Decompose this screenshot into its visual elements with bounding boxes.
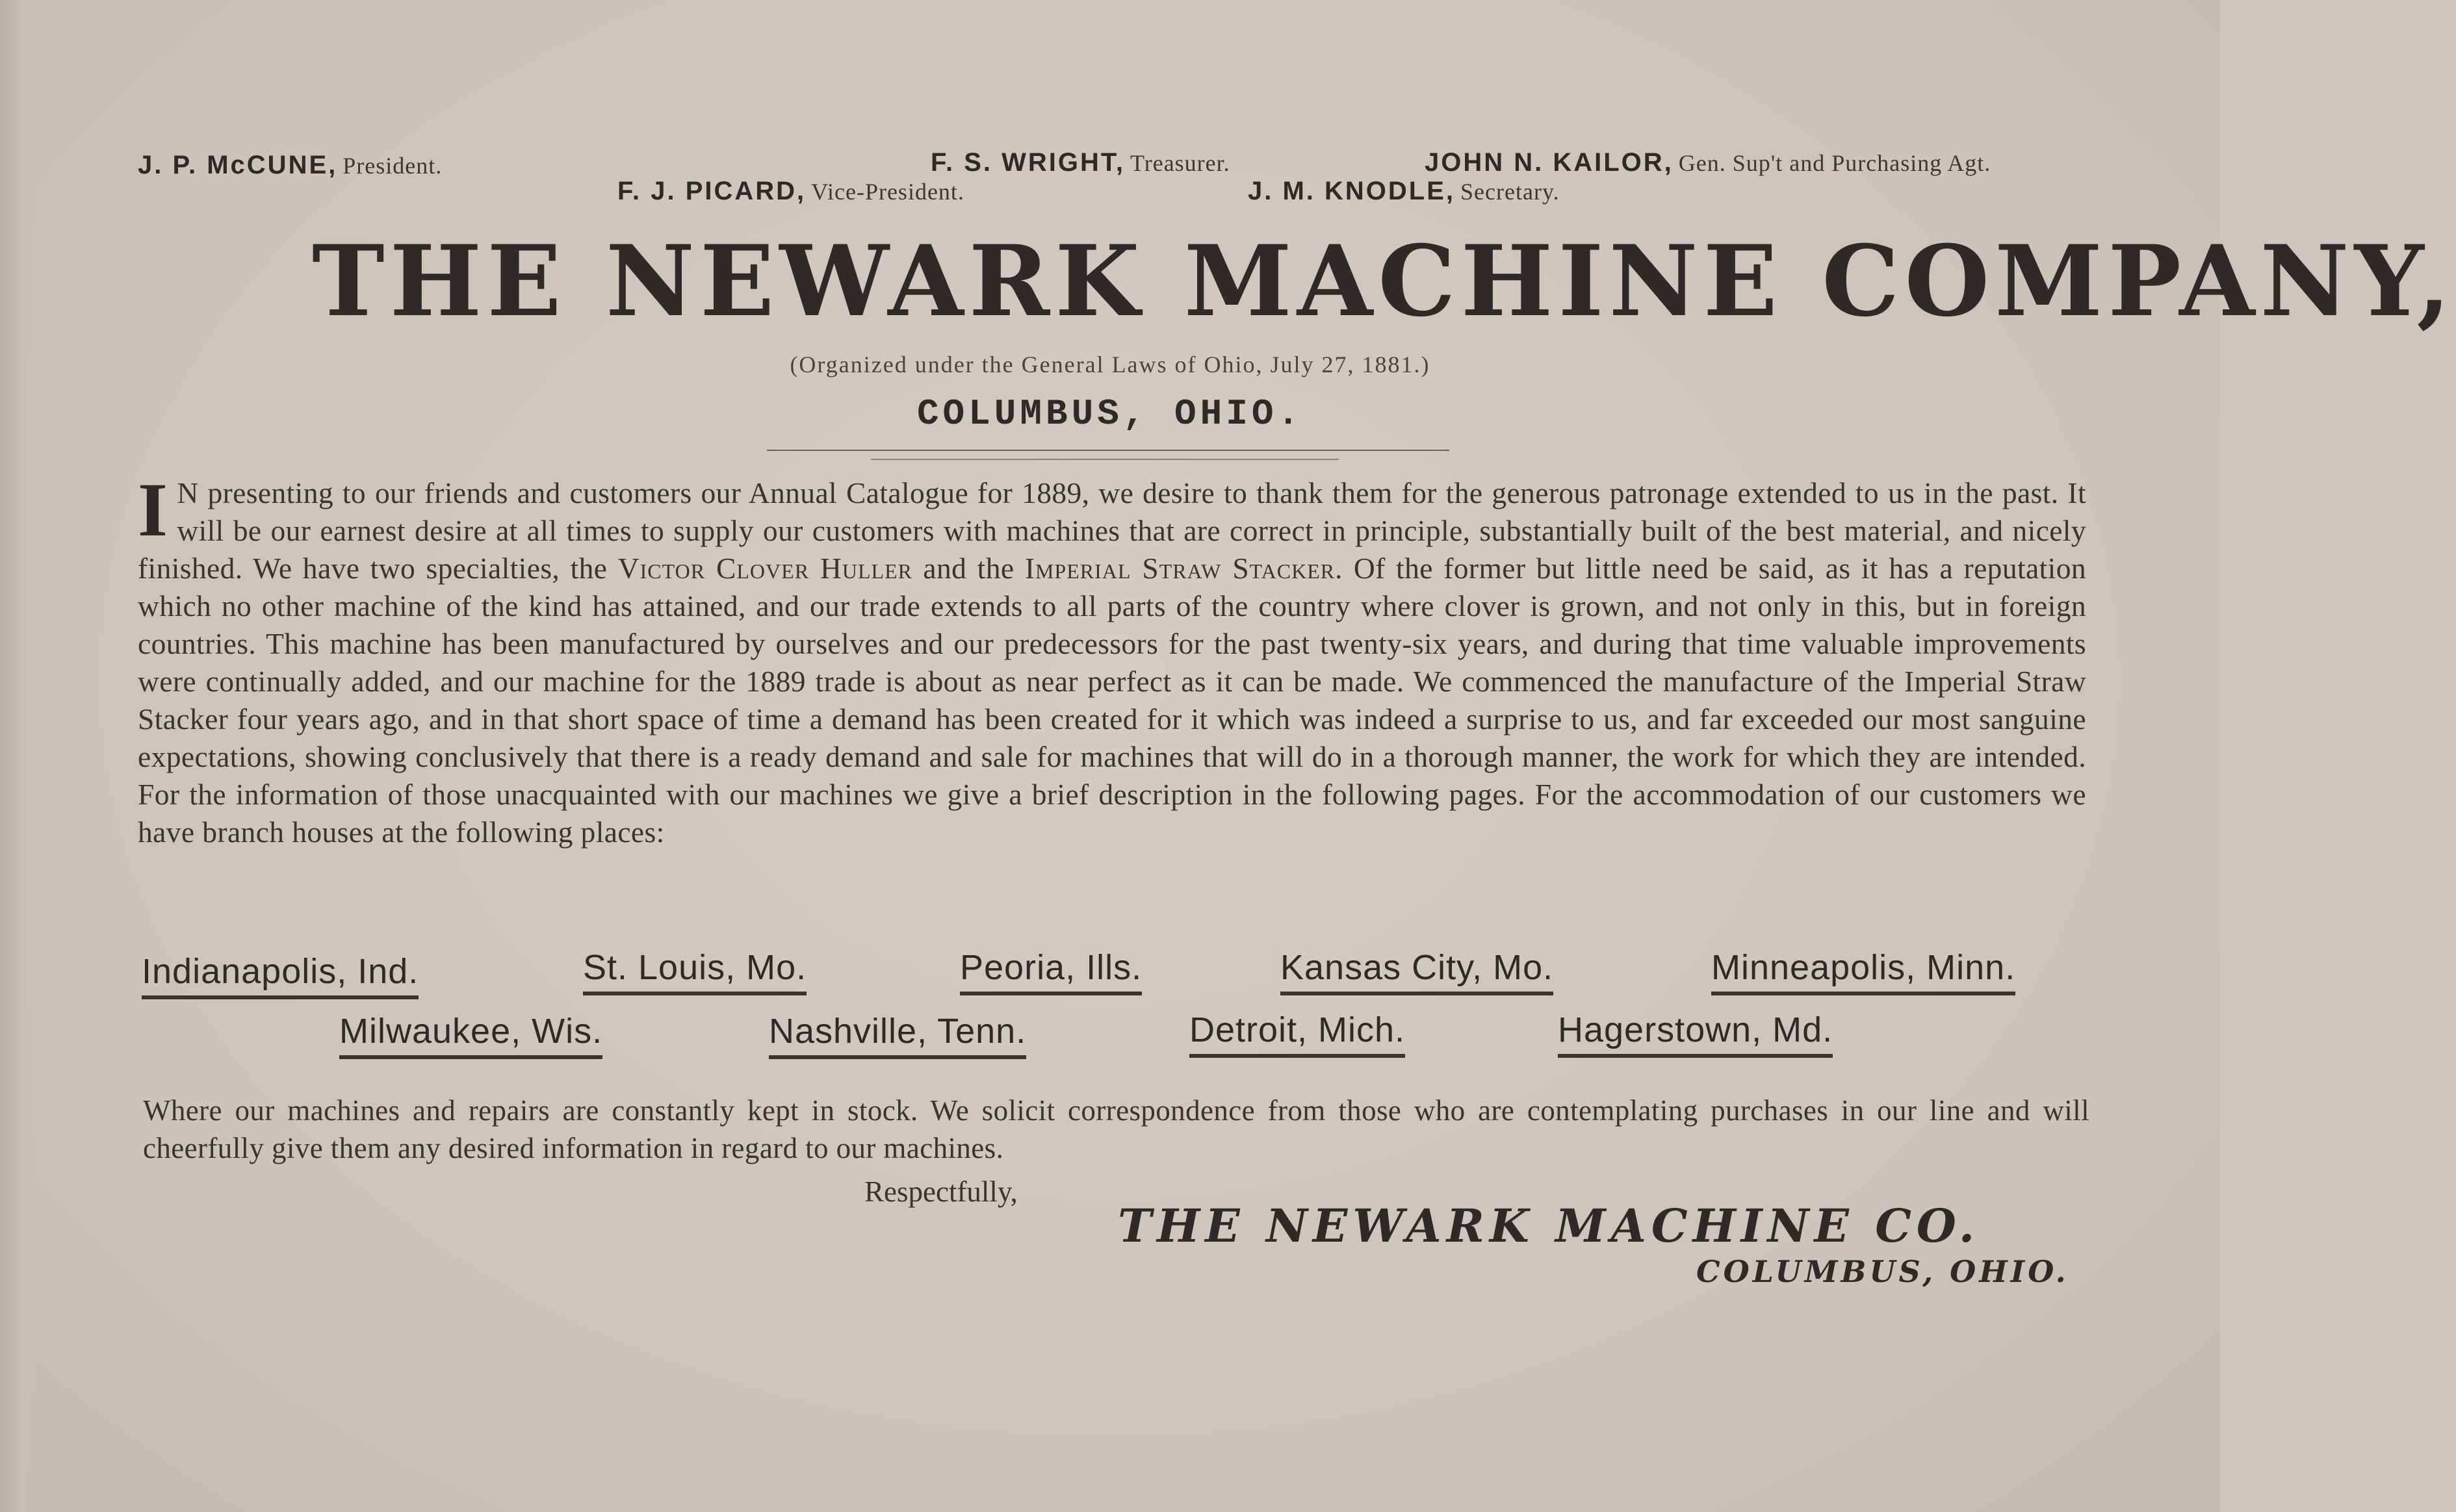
branch-location: St. Louis, Mo. xyxy=(583,947,807,995)
signature-company: THE NEWARK MACHINE CO. xyxy=(1118,1199,1980,1253)
masthead-city: COLUMBUS, OHIO. xyxy=(916,393,1304,435)
branch-location: Nashville, Tenn. xyxy=(769,1011,1026,1059)
officer-name: JOHN N. KAILOR, xyxy=(1425,148,1674,177)
organized-note: (Organized under the General Laws of Ohio, July 27, 1881.) xyxy=(790,352,1430,378)
drop-cap: I xyxy=(138,467,168,552)
officer-role: Treasurer. xyxy=(1130,150,1230,176)
product-name-huller: Victor Clover Huller xyxy=(617,552,912,585)
signature-city: COLUMBUS, OHIO. xyxy=(1696,1254,2069,1289)
page-edge xyxy=(0,0,39,1512)
officer-president xyxy=(138,151,442,180)
officer-name: F. J. PICARD, xyxy=(617,177,807,205)
respectfully-line: Respectfully, xyxy=(864,1175,1018,1208)
officer-vice-president xyxy=(617,177,964,206)
divider-rule xyxy=(767,450,1449,451)
officer-name: J. M. KNODLE, xyxy=(1248,177,1456,205)
officer-role: Vice-President. xyxy=(811,179,964,205)
branch-location: Hagerstown, Md. xyxy=(1558,1010,1833,1058)
product-name-stacker: Imperial Straw Stacker. xyxy=(1024,552,1343,585)
officer-superintendent xyxy=(1425,148,1991,177)
officer-treasurer xyxy=(931,148,1230,177)
branch-location: Minneapolis, Minn. xyxy=(1711,947,2015,995)
branch-location: Peoria, Ills. xyxy=(960,947,1142,995)
branch-location: Detroit, Mich. xyxy=(1189,1010,1405,1058)
branch-location: Milwaukee, Wis. xyxy=(339,1011,602,1059)
officer-name: J. P. McCUNE, xyxy=(138,151,338,179)
officer-role: President. xyxy=(343,153,443,179)
intro-text-2: and the xyxy=(912,552,1025,585)
officer-role: Secretary. xyxy=(1460,179,1560,205)
intro-text-1: N presenting to our friends and customers our Annual Catalogue for 1889, we desire to thank them for the generous patronage extended to us in the past. It will be our earnest desire at all times to supply our customers with machines that are correct in principle, substantially built of the best material, and nicely finished. We have two specialties, the xyxy=(138,476,2086,585)
closing-paragraph: Where our machines and repairs are constantly kept in stock. We solicit correspondence from those who are contemplating purchases in our line and will cheerfully give them any desired information in regard to our machines. xyxy=(143,1094,2089,1164)
company-masthead: THE NEWARK MACHINE COMPANY, xyxy=(312,224,2456,339)
divider-rule-short xyxy=(871,459,1339,460)
branch-location: Kansas City, Mo. xyxy=(1280,947,1553,995)
officer-name: F. S. WRIGHT, xyxy=(931,148,1125,177)
intro-paragraph xyxy=(138,467,2086,851)
branch-location: Indianapolis, Ind. xyxy=(142,951,419,999)
officer-role: Gen. Sup't and Purchasing Agt. xyxy=(1678,150,1991,176)
intro-text-3: Of the former but little need be said, as it has a reputation which no other machine of the kind has attained, and our trade extends to all parts of the country where clover is grown, and not only in this, but in foreign countries. This machine has been manufactured by ourselves and our predecessors for the past twenty-six years, and during that time valuable improvements were continually added, and our machine for the 1889 trade is about as near perfect as it can be made. We commenced the manufacture of the Imperial Straw Stacker four years ago, and in that short space of time a demand has been created for it which was indeed a surprise to us, and far exceeded our most sanguine expectations, showing conclusively that there is a ready demand and sale for machines that will do in a thorough manner, the work for which they are intended. For the information of those unacquainted with our machines we give a brief description in the following pages. For the accommodation of our customers we have branch houses at the following places: xyxy=(138,552,2086,849)
officer-secretary xyxy=(1248,177,1560,206)
